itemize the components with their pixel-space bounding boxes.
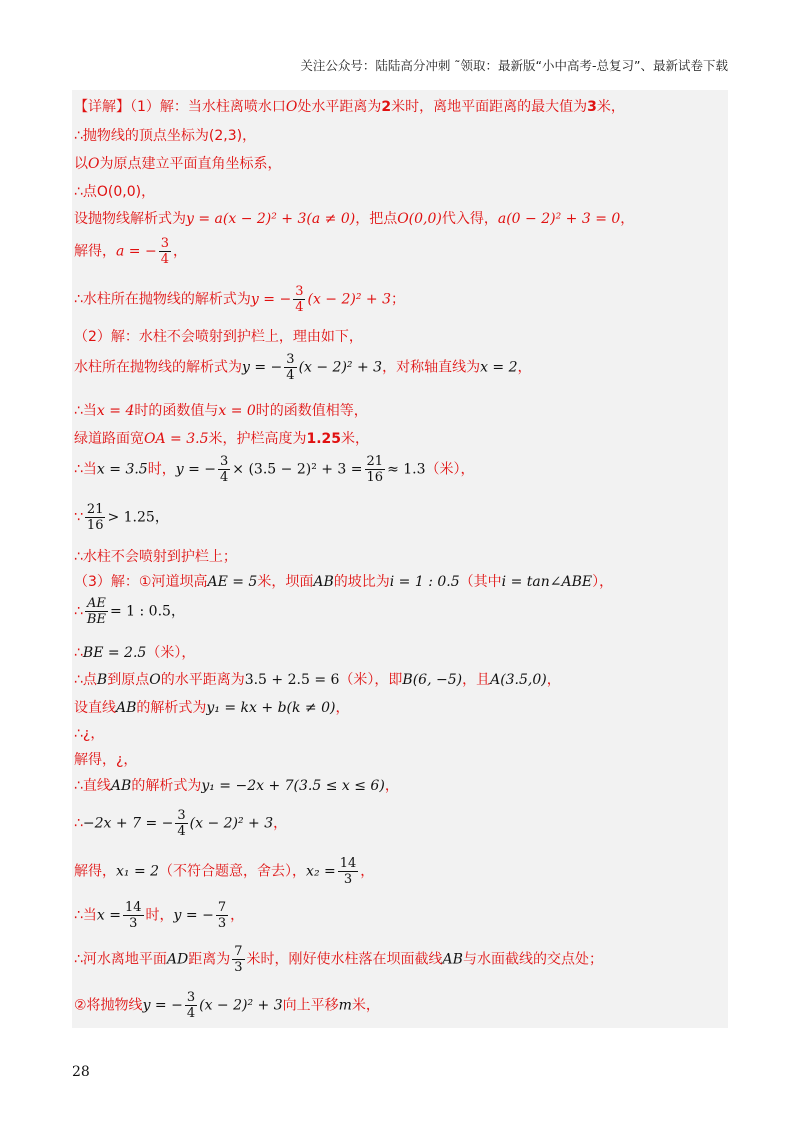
solution-line-13: ∵ $\frac{21}{16}$ > 1.25， [74,502,169,533]
fraction: $\frac{AE}{BE}$ [86,596,106,627]
solution-line-7: ∴水柱所在抛物线的解析式为y = − $\frac{3}{4}$ (x − 2)² + 3； [74,284,405,315]
solution-line-22: ∴直线AB的解析式为y₁ = −2x + 7(3.5 ≤ x ≤ 6)， [74,778,399,794]
solution-line-16: ∴ $\frac{AE}{BE}$ = 1 : 0.5， [74,596,185,627]
solution-line-2: ∴抛物线的顶点坐标为(2,3)， [74,128,257,144]
solution-line-21: 解得，¿， [74,752,138,768]
solution-line-26: ∴河水离地平面AD距离为 $\frac{7}{3}$ 米时，刚好使水柱落在坝面截线AB与水面截线的交点处； [74,944,603,975]
solution-line-27: ②将抛物线y = − $\frac{3}{4}$ (x − 2)² + 3向上平移m米， [74,990,380,1021]
solution-line-10: ∴当x = 4时的函数值与x = 0时的函数值相等， [74,403,368,419]
fraction: $\frac{3}{4}$ [295,284,304,315]
fraction: $\frac{3}{4}$ [220,454,229,485]
solution-line-18: ∴点B到原点O的水平距离为3.5 + 2.5 = 6（米），即B(6, −5)，且A(3.5,0)， [74,672,561,688]
solution-line-20: ∴¿， [74,726,105,742]
fraction: $\frac{3}{4}$ [186,990,196,1021]
solution-line-1: 【详解】（1）解：当水柱离喷水口O处水平距离为2米时，离地平面距离的最大值为3米， [74,99,625,115]
solution-line-5: 设抛物线解析式为y = a(x − 2)² + 3(a ≠ 0)，把点O(0,0)代入得，a(0 − 2)² + 3 = 0， [74,211,635,227]
solution-line-15: （3）解：①河道坝高AE = 5米，坝面AB的坡比为i = 1 : 0.5（其中i = tan∠ABE）， [74,574,614,590]
solution-line-25: ∴当x = $\frac{14}{3}$ 时，y = − $\frac{7}{3}$ ， [74,900,245,931]
fraction: $\frac{7}{3}$ [217,900,227,931]
solution-line-23: ∴−2x + 7 = − $\frac{3}{4}$ (x − 2)² + 3， [74,808,288,839]
fraction: $\frac{21}{16}$ [366,454,384,485]
solution-tag: 【详解】 [74,99,130,115]
solution-line-19: 设直线AB的解析式为y₁ = kx + b(k ≠ 0)， [74,700,350,716]
solution-line-3: 以O为原点建立平面直角坐标系， [74,156,282,172]
solution-line-11: 绿道路面宽OA = 3.5米，护栏高度为1.25米， [74,431,370,447]
page-header: 关注公众号：陆陆高分冲刺 ˜领取：最新版“小中高考-总复习”、最新试卷下载 [300,58,728,73]
page-number: 28 [72,1064,90,1080]
fraction: $\frac{3}{4}$ [160,236,169,267]
solution-line-17: ∴BE = 2.5（米）， [74,645,196,661]
solution-line-24: 解得，x₁ = 2（不符合题意，舍去），x₂ = $\frac{14}{3}$ ， [74,856,375,887]
fraction: $\frac{7}{3}$ [234,944,243,975]
fraction: $\frac{3}{4}$ [286,352,295,383]
solution-line-6: 解得，a = − $\frac{3}{4}$ ， [74,236,187,267]
fraction: $\frac{3}{4}$ [177,808,186,839]
solution-line-4: ∴点O(0,0)， [74,184,156,200]
solution-line-14: ∴水柱不会喷射到护栏上； [74,549,237,565]
fraction: $\frac{14}{3}$ [125,900,142,931]
fraction: $\frac{21}{16}$ [86,502,104,533]
fraction: $\frac{14}{3}$ [339,856,357,887]
solution-line-12: ∴当x = 3.5时，y = − $\frac{3}{4}$ × (3.5 − 2)² + 3 = $\frac{21}{16}$ ≈ 1.3（米）， [74,454,475,485]
solution-line-8: （2）解：水柱不会喷射到护栏上，理由如下， [74,329,363,345]
solution-line-9: 水柱所在抛物线的解析式为y = − $\frac{3}{4}$ (x − 2)² + 3，对称轴直线为x = 2， [74,352,532,383]
